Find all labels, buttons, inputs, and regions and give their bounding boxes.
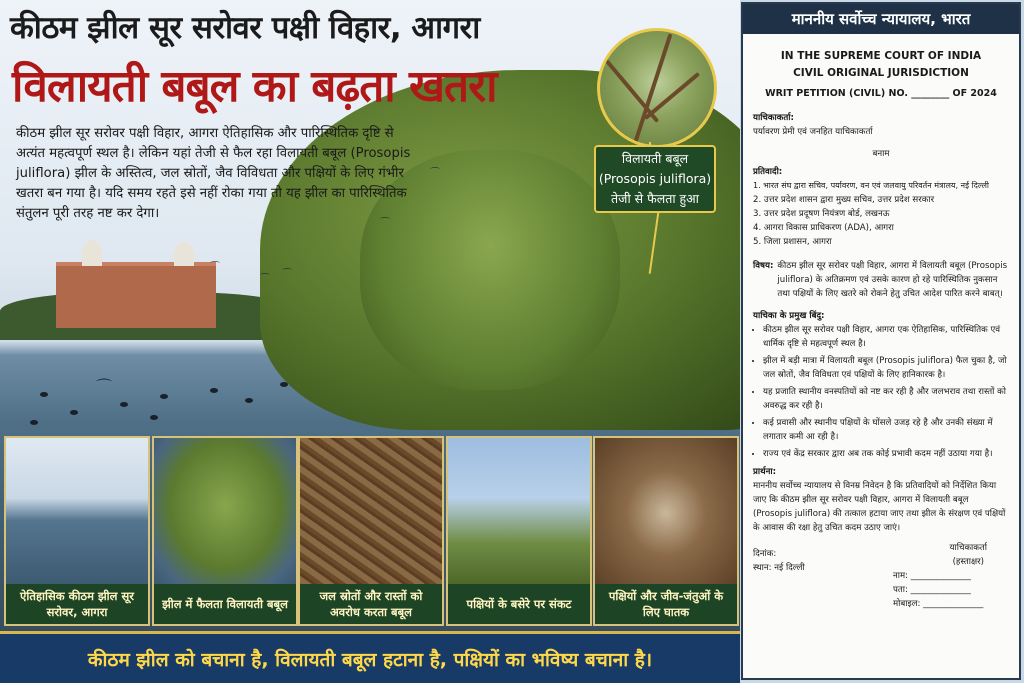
court-heading <box>743 48 1019 82</box>
name-field: नाम: ______________ <box>893 571 971 581</box>
respondents-label: प्रतिवादी: <box>753 167 783 177</box>
petitioner-value: पर्यावरण प्रेमी एवं जनहित याचिकाकर्ता <box>753 127 873 137</box>
respondent-item: 4. आगरा विकास प्राधिकरण (ADA), आगरा <box>753 223 894 233</box>
signature-block <box>753 541 1009 609</box>
bird-icon: ⌒ <box>260 274 270 285</box>
court-line: IN THE SUPREME COURT OF INDIA <box>780 50 982 62</box>
duck-icon <box>40 392 48 397</box>
prayer-text: माननीय सर्वोच्च न्यायालय से विनम्र निवेदन है कि प्रतिवादियों को निर्देशित किया जाए कि कीठम झील सूर सरोवर पक्षी विहार, आगरा में विलायती बबूल (Prosopis juliflora) की तत्काल हटाया जाए तथा झील के संरक्षण एवं पक्षियों के आवास की रक्षा हेतु उचित कदम उठाए जाएं। <box>753 481 1006 533</box>
bird-icon: ⌒ <box>282 269 292 280</box>
duck-icon <box>210 388 218 393</box>
court-line: CIVIL ORIGINAL JURISDICTION <box>793 67 969 79</box>
duck-icon <box>160 394 168 399</box>
photo-image <box>6 438 148 588</box>
subject-text: कीठम झील सूर सरोवर पक्षी विहार, आगरा में विलायती बबूल (Prosopis juliflora) के अतिक्रमण एवं उसके कारण हो रहे पारिस्थितिक नुकसान तथा पक्षियों के लिए खतरे को रोकने हेतु उचित आदेश पारित करने बाबत्। <box>777 261 1008 299</box>
duck-icon <box>30 420 38 425</box>
list-item: • झील में बड़ी मात्रा में विलायती बबूल (Prosopis juliflora) फैल चुका है, जो जल स्रोतों, जैव विविधता एवं पक्षियों के लिए हानिकारक है। <box>763 354 1009 382</box>
bird-icon: ⌒ <box>96 377 113 396</box>
photo-caption: जल स्रोतों और रास्तों को अवरोध करता बबूल <box>300 584 442 624</box>
petition-document <box>741 2 1021 680</box>
photo-tile <box>593 436 739 626</box>
bird-icon: ⌒ <box>430 168 440 179</box>
list-item: • यह प्रजाति स्थानीय वनस्पतियों को नष्ट कर रही है और जलभराव तथा रास्तों को अवरुद्ध कर रही है। <box>763 385 1009 413</box>
mobile-field: मोबाइल: ______________ <box>893 599 984 609</box>
signer-label: याचिकाकर्ता <box>949 543 987 553</box>
photo-tile <box>446 436 592 626</box>
prayer-label: प्रार्थना: <box>753 467 777 477</box>
photo-tile <box>152 436 298 626</box>
list-item: • राज्य एवं केंद्र सरकार द्वारा अब तक कोई प्रभावी कदम नहीं उठाया गया है। <box>763 447 1009 461</box>
date-label: दिनांक: <box>753 549 777 559</box>
respondent-item: 5. जिला प्रशासन, आगरा <box>753 237 832 247</box>
list-item: • कई प्रवासी और स्थानीय पक्षियों के घोंसले उजड़ रहे है और उनकी संख्या में लगातार कमी आ रही है। <box>763 416 1009 444</box>
respondent-item: 3. उत्तर प्रदेश प्रदूषण नियंत्रण बोर्ड, लखनऊ <box>753 209 890 219</box>
photo-image <box>300 438 442 588</box>
photo-strip <box>4 436 737 628</box>
writ-number: WRIT PETITION (CIVIL) NO. ________ OF 2024 <box>765 88 997 99</box>
duck-icon <box>70 410 78 415</box>
subject-label: विषय: <box>753 261 774 271</box>
photo-caption: पक्षियों और जीव-जंतुओं के लिए घातक <box>595 584 737 624</box>
duck-icon <box>245 398 253 403</box>
callout-line: विलायती बबूल <box>621 151 689 166</box>
photo-caption: ऐतिहासिक कीठम झील सूर सरोवर, आगरा <box>6 584 148 624</box>
respondent-item: 1. भारत संघ द्वारा सचिव, पर्यावरण, वन एवं जलवायु परिवर्तन मंत्रालय, नई दिल्ली <box>753 181 989 190</box>
callout-line: (Prosopis juliflora) <box>598 171 712 186</box>
photo-image <box>448 438 590 588</box>
photo-tile <box>298 436 444 626</box>
address-field: पता: ______________ <box>893 585 971 595</box>
duck-icon <box>150 415 158 420</box>
points-list <box>753 323 1009 461</box>
photo-image <box>595 438 737 588</box>
bird-icon: ⌒ <box>210 262 220 273</box>
intro-paragraph: कीठम झील सूर सरोवर पक्षी विहार, आगरा ऐतिहासिक और पारिस्थितिक दृष्टि से अत्यंत महत्वपूर्ण स्थल है। लेकिन यहां तेजी से फैल रहा विलायती बबूल (Prosopis juliflora) झील के अस्तित्व, जल स्रोतों, जैव विविधता और पक्षियों के लिए गंभीर खतरा बन गया है। यदि समय रहते इसे नहीं रोका गया तो यह झील का पारिस्थितिक संतुलन पूरी तरह नष्ट कर देगा। <box>16 126 411 221</box>
photo-tile <box>4 436 150 626</box>
photo-image <box>154 438 296 588</box>
duck-icon <box>280 382 288 387</box>
list-item: • कीठम झील सूर सरोवर पक्षी विहार, आगरा एक ऐतिहासिक, पारिस्थितिक एवं धार्मिक दृष्टि से महत्वपूर्ण स्थल है। <box>763 323 1009 351</box>
page-title: कीठम झील सूर सरोवर पक्षी विहार, आगरा <box>10 10 480 46</box>
heritage-building <box>56 262 216 328</box>
petition-header: माननीय सर्वोच्च न्यायालय, भारत <box>743 4 1019 34</box>
photo-caption: पक्षियों के बसेरे पर संकट <box>448 584 590 624</box>
photo-caption: झील में फैलता विलायती बबूल <box>154 584 296 624</box>
duck-icon <box>120 402 128 407</box>
place-label: स्थान: नई दिल्ली <box>753 563 805 573</box>
slogan-banner: कीठम झील को बचाना है, विलायती बबूल हटाना है, पक्षियों का भविष्य बचाना है। <box>0 631 740 683</box>
petitioner-label: याचिकाकर्ता: <box>753 113 794 123</box>
page-subtitle: विलायती बबूल का बढ़ता खतरा <box>12 61 497 112</box>
respondent-item: 2. उत्तर प्रदेश शासन द्वारा मुख्य सचिव, उत्तर प्रदेश सरकार <box>753 195 935 205</box>
versus-text: बनाम <box>872 149 890 159</box>
species-callout <box>594 145 716 213</box>
points-label: याचिका के प्रमुख बिंदु: <box>753 311 825 321</box>
bird-icon: ⌒ <box>380 218 390 229</box>
callout-line: तेजी से फैलता हुआ <box>611 191 699 206</box>
branch-closeup-image <box>597 28 717 148</box>
signature-label: (हस्ताक्षर) <box>952 557 984 567</box>
